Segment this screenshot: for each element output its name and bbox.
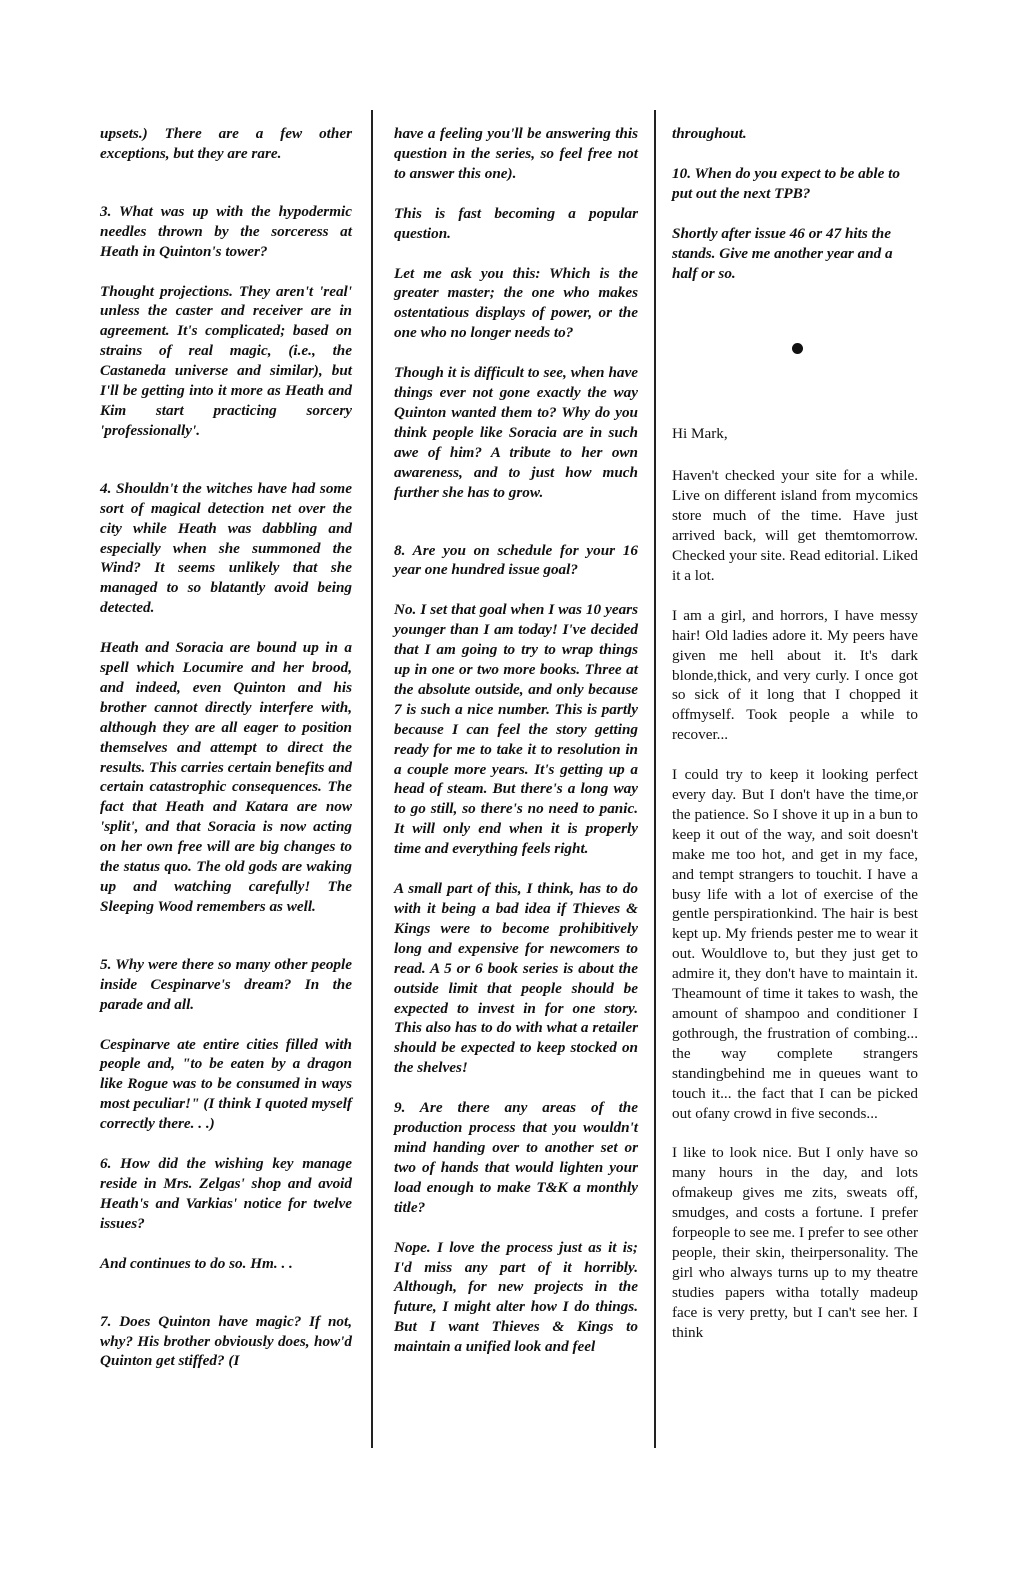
answer-text: Though it is difficult to see, when have things ever not gone exactly the way Quinton wanted them to? Why do you think people like Soracia are in such awe of him? A tribute to her own awareness, and to just how much further she has to grow. (394, 364, 638, 501)
question-text: 10. When do you expect to be able to put out the next TPB? (672, 164, 900, 202)
answer-text: Thought projections. They aren't 'real' unless the caster and receiver are in agreement. It's complicated; based on strains of real magic, (i.e., the Castaneda universe and similar), but I'll be getting into it more as Heath and Kim start practicing sorcery 'professionally'. (100, 282, 352, 439)
column-middle (394, 124, 638, 1377)
letter-paragraph: I could try to keep it looking perfect every day. But I don't have the time,or the patience. So I shove it up in a bun to keep it out of the way, and soit doesn't make me too hot, and get in my face, and tempt strangers to touchit. I have a busy life with a lot of exercise of the gentle perspirationkind. The hair is best kept up. My friends pester me to wear it out. Wouldlove to, but they just get to admire it, they don't have to maintain it. Theamount of time it takes to wash, the amount of shampoo and conditioner I gothrough, the frustration of combing... the way complete strangers standingbehind me in queues want to touch it... the fact that I can be picked out ofany crowd in five seconds... (672, 766, 918, 1122)
question-text: 3. What was up with the hypodermic needles thrown by the sorceress at Heath in Quinton's tower? (100, 202, 352, 260)
letter-paragraph: I am a girl, and horrors, I have messy hair! Old ladies adore it. My peers have given me hell about it. It's dark blonde,thick, and very curly. I once got so sick of it long that I chopped it offmyself. Took people a while to recover... (672, 606, 918, 744)
answer-text: And continues to do so. Hm. . . (100, 1254, 293, 1272)
question-text: 7. Does Quinton have magic? If not, why? His brother obviously does, how'd Quinton get stiffed? (I (100, 1312, 352, 1370)
answer-text: Shortly after issue 46 or 47 hits the stands. Give me another year and a half or so. (672, 224, 893, 282)
letter-paragraph: Haven't checked your site for a while. Live on different island from mycomics store much of the time. Have just arrived back, will get themtomorrow. Checked your site. Read editorial. Liked it a lot. (672, 467, 918, 584)
question-text: have a feeling you'll be answering this question in the series, so feel free not to answer this one). (394, 125, 638, 182)
question-text: 4. Shouldn't the witches have had some sort of magical detection net over the city while Heath was dabbling and especially when she summoned the Wind? It seems unlikely that she managed to so blatantly avoid being detected. (100, 479, 352, 617)
answer-text: Heath and Soracia are bound up in a spell which Locumire and her brood, and indeed, even Quinton and his brother cannot directly interfere with, although they are all eager to position themselves and attempt to direct the results. This carries certain benefits and certain catastrophic consequences. The fact that Heath and Katara are now 'split', and that Soracia is now acting on her own free will are big changes to the status quo. The old gods are waking up and watching carefully! The Sleeping Wood remembers as well. (100, 639, 352, 915)
section-bullet (792, 343, 803, 354)
answer-text: A small part of this, I think, has to do with it being a bad idea if Thieves & Kings were to become prohibitively long and expensive for newcomers to read. A 5 or 6 book series is about the outside limit that people should be expected to invest in for one story. This also has to do with what a retailer should be expected to keep stocked on the shelves! (394, 880, 638, 1077)
column-divider-right (654, 110, 656, 1448)
question-text: 5. Why were there so many other people inside Cespinarve's dream? In the parade and all. (100, 955, 352, 1013)
question-text: 8. Are you on schedule for your 16 year one hundred issue goal? (394, 541, 638, 579)
letter-greeting: Hi Mark, (672, 425, 728, 443)
question-text: 9. Are there any areas of the production process that you wouldn't mind handing over to another set or two of hands that would lighten your load enough to make T&K a monthly title? (394, 1099, 638, 1216)
column-left (100, 124, 352, 1391)
column-right (672, 124, 918, 1363)
question-text: 6. How did the wishing key manage reside in Mrs. Zelgas' shop and avoid Heath's and Varkias' notice for twelve issues? (100, 1155, 352, 1232)
answer-text: No. I set that goal when I was 10 years younger than I am today! I've decided that I am going to try to wrap things up in one or two more books. Three at the absolute outside, and only because 7 is such a nice number. This is partly because I can feel the story getting ready for me to take it to resolution in a couple more years. It's getting up a head of steam. But there's a long way to go still, so there's no need to panic. It will only end when it is properly time and everything feels right. (394, 601, 638, 858)
answer-text: Nope. I love the process just as it is; I'd miss any part of it horribly. Although, for new projects in the future, I might alter how I do things. But I want Thieves & Kings to maintain a unified look and feel (394, 1238, 638, 1356)
answer-text: Cespinarve ate entire cities filled with people and, "to be eaten by a dragon like Rogue was to be consumed in ways most peculiar!" (I think I quoted myself correctly there. . .) (100, 1035, 352, 1133)
answer-text: This is fast becoming a popular question. (394, 204, 638, 242)
answer-text: upsets.) There are a few other exceptions, but they are rare. (100, 125, 352, 162)
letter-paragraph: I like to look nice. But I only have so many hours in the day, and lots ofmakeup gives me zits, sweats off, smudges, and costs a fortune. I prefer forpeople to see me. I prefer to see other people, their skin, theirpersonality. The girl who always turns up to my theatre studies papers witha totally madeup face is very pretty, but I can't see her. I think (672, 1144, 918, 1341)
column-divider-left (371, 110, 373, 1448)
answer-text: throughout. (672, 125, 747, 142)
answer-text: Let me ask you this: Which is the greater master; the one who makes ostentatious displays of power, or the one who no longer needs to? (394, 264, 638, 342)
